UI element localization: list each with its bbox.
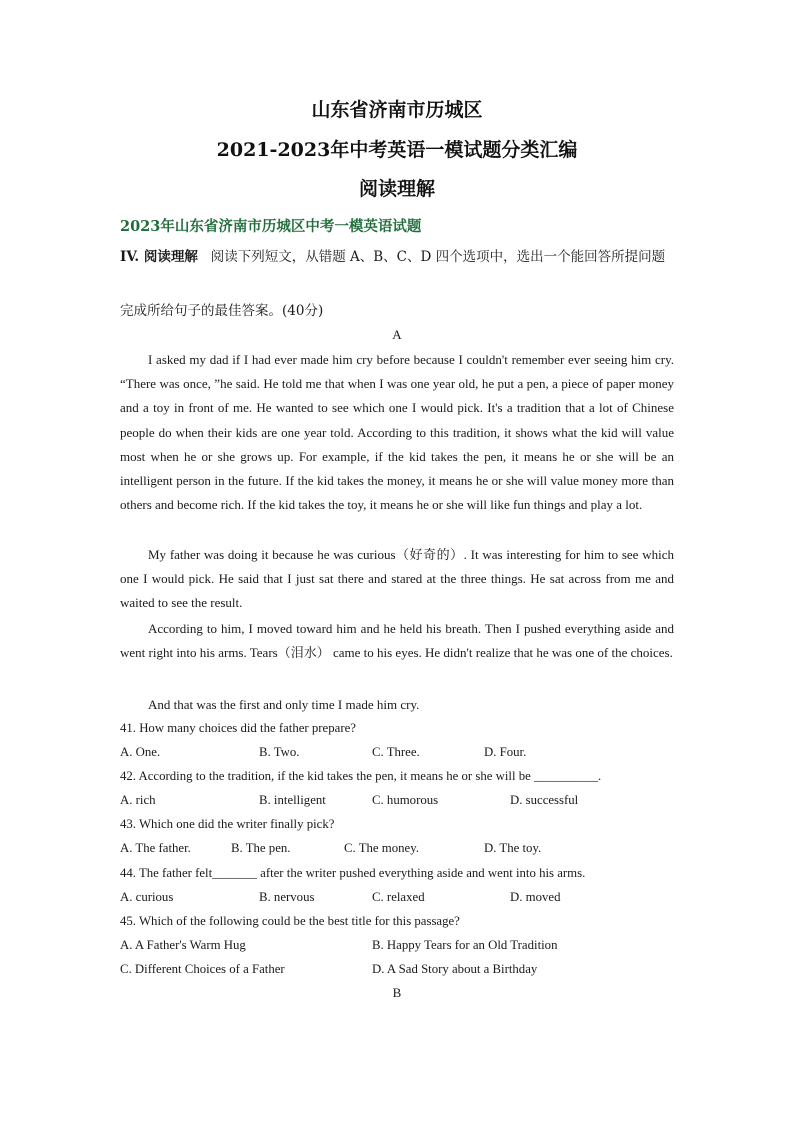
question-45: 45. Which of the following could be the best title for this passage? xyxy=(120,914,460,928)
option-45-c: C. Different Choices of a Father xyxy=(120,962,285,976)
question-43: 43. Which one did the writer finally pick? xyxy=(120,817,335,831)
passage-paragraph: I asked my dad if I had ever made him cry before because I couldn't remember ever seeing him cry. “There was once, ”he said. He told me that when I was one year old, he put a pen, a piece of paper money and a toy in front of me. He wanted to see which one I would pick. It's a tradition that a lot of Chinese people do when their kids are one year told. According to this tradition, it shows what the kid will value most when he or she grows up. For example, if the kid takes the pen, it means he or she will be an intelligent person in the future. If the kid takes the money, it means he or she will value money more than others and become rich. If the kid takes the toy, it means he or she will like fun things and play a lot. xyxy=(120,352,674,513)
question-42: 42. According to the tradition, if the kid takes the pen, it means he or she will be __________. xyxy=(120,769,602,783)
doc-title-main: 2021-2023年中考英语一模试题分类汇编 xyxy=(216,139,578,161)
option-43-c: C. The money. xyxy=(344,841,419,855)
option-42-c: C. humorous xyxy=(372,793,439,807)
option-41-b: B. Two. xyxy=(259,745,300,759)
instruction-line xyxy=(120,244,676,270)
question-41: 41. How many choices did the father prepare? xyxy=(120,721,356,735)
passage-paragraph: And that was the first and only time I made him cry. xyxy=(148,697,420,712)
option-42-a: A. rich xyxy=(120,793,156,807)
passage-paragraph: According to him, I moved toward him and he held his breath. Then I pushed everything aside and went right into his arms. Tears（泪水） came to his eyes. He didn't realize that he was one of the choices. xyxy=(120,621,674,661)
passage-b-label: B xyxy=(392,985,402,1000)
option-44-d: D. moved xyxy=(510,890,561,904)
option-41-a: A. One. xyxy=(120,745,161,759)
option-43-d: D. The toy. xyxy=(484,841,542,855)
section-heading: 2023年山东省济南市历城区中考一模英语试题 xyxy=(120,218,422,235)
option-43-b: B. The pen. xyxy=(231,841,291,855)
option-42-d: D. successful xyxy=(510,793,579,807)
doc-title-region: 山东省济南市历城区 xyxy=(311,99,483,121)
option-45-a: A. A Father's Warm Hug xyxy=(120,938,246,952)
option-42-b: B. intelligent xyxy=(259,793,326,807)
passage-paragraph: My father was doing it because he was curious（好奇的）. It was interesting for him to see which one I would pick. He said that I just sat there and stared at the three things. He sat across from me and waited to see the result. xyxy=(120,547,674,611)
doc-title-topic: 阅读理解 xyxy=(358,178,435,200)
option-44-b: B. nervous xyxy=(259,890,315,904)
option-41-d: D. Four. xyxy=(484,745,527,759)
instruction-label: IV. 阅读理解 xyxy=(120,249,198,265)
passage-a-label: A xyxy=(392,327,402,342)
option-45-b: B. Happy Tears for an Old Tradition xyxy=(372,938,558,952)
option-43-a: A. The father. xyxy=(120,841,191,855)
question-44: 44. The father felt_______ after the writer pushed everything aside and went into his arms. xyxy=(120,866,586,880)
option-41-c: C. Three. xyxy=(372,745,420,759)
instruction-text: 阅读下列短文，从错题 A、B、C、D 四个选项中，选出一个能回答所提问题 xyxy=(210,249,666,265)
option-44-c: C. relaxed xyxy=(372,890,425,904)
option-45-d: D. A Sad Story about a Birthday xyxy=(372,962,538,976)
instruction-line-2: 完成所给句子的最佳答案。(40分) xyxy=(120,303,324,319)
option-44-a: A. curious xyxy=(120,890,174,904)
